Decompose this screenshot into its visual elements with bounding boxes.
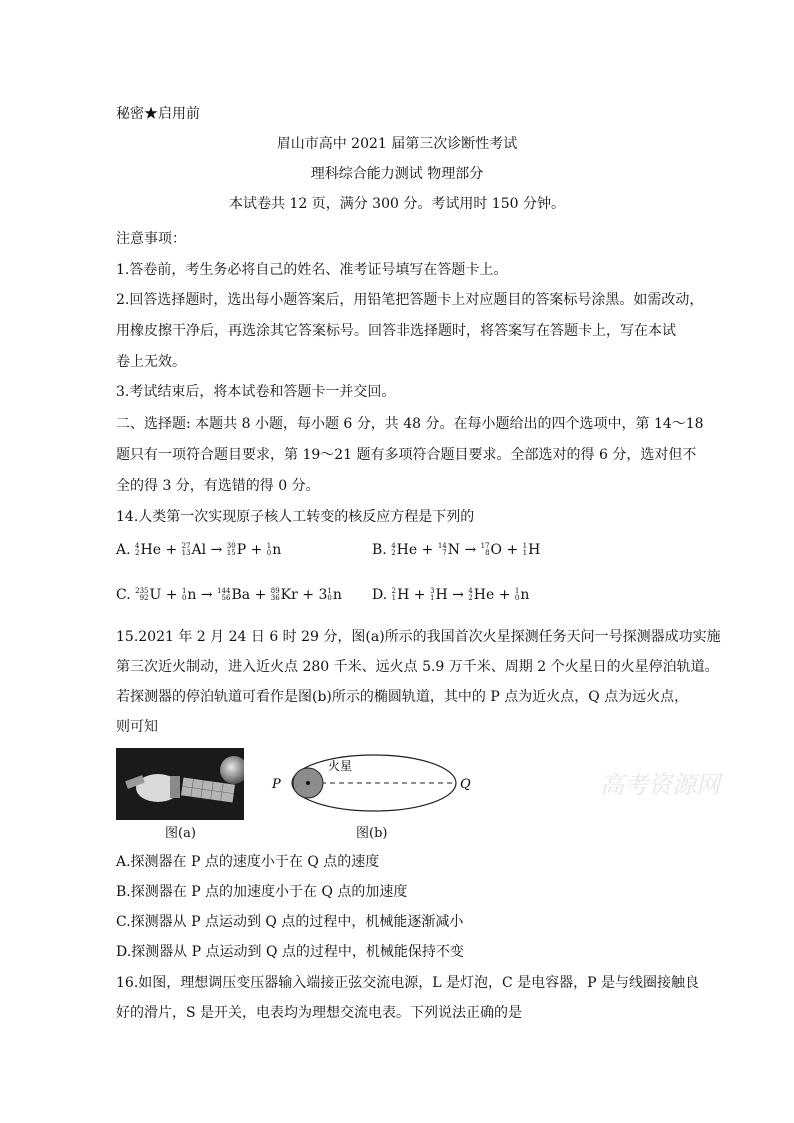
plus-sign: +	[250, 542, 263, 558]
plus-sign: +	[506, 542, 519, 558]
secret-label: 秘密★启用前	[116, 106, 200, 122]
option-label: C.	[116, 587, 136, 603]
nuclide-n: 1 0	[181, 587, 187, 602]
q16-line-1: 16.如图，理想调压变压器输入端接正弦交流电源，L 是灯泡，C 是电容器，P 是与线圈接触良	[116, 975, 700, 991]
symbol-he: He	[140, 542, 161, 558]
nuclide-n: 1 0	[327, 587, 332, 602]
q15-line-2: 第三次近火制动，进入近火点 280 千米、远火点 5.9 万千米、周期 2 个火星日的火星停泊轨道。	[116, 659, 719, 675]
plus-sign: +	[498, 587, 511, 603]
q16-line-2: 好的滑片，S 是开关，电表均为理想交流电表。下列说法正确的是	[116, 1005, 523, 1021]
nuclide-n14: 14 7	[437, 542, 447, 557]
symbol-he: He	[396, 542, 418, 558]
symbol-kr: Kr	[280, 587, 298, 603]
nuclide-kr: 89 36	[270, 587, 280, 602]
symbol-o: O	[490, 542, 503, 558]
nuclide-p: 30 15	[226, 542, 236, 557]
coefficient: 3	[318, 587, 328, 603]
q15-line-4: 则可知	[116, 719, 158, 735]
q15-line-3: 若探测器的停泊轨道可看作是图(b)所示的椭圆轨道，其中的 P 点为近火点，Q 点为远火点，	[116, 689, 689, 705]
nuclide-u: 235 92	[135, 587, 149, 602]
nuclide-o: 17 8	[480, 542, 490, 557]
symbol-al: Al	[191, 542, 207, 558]
symbol-ba: Ba	[231, 587, 251, 603]
plus-sign: +	[302, 587, 315, 603]
arrow: →	[200, 587, 213, 603]
plus-sign: +	[413, 587, 426, 603]
nuclide-n: 1 0	[266, 542, 272, 557]
q15-option-d: D.探测器从 P 点运动到 Q 点的过程中，机械能保持不变	[116, 944, 464, 960]
symbol-u: U	[149, 587, 162, 603]
watermark: 高考资源网	[600, 771, 720, 799]
nuclide-al: 27 13	[181, 542, 191, 557]
mars-center	[306, 781, 310, 785]
plus-sign: +	[254, 587, 267, 603]
note-2-line-1: 2.回答选择题时，选出每小题答案后，用铅笔把答题卡上对应题目的答案标号涂黑。如需改动，	[116, 292, 704, 308]
nuclide-h3: 3 1	[429, 587, 435, 602]
option-label: B.	[372, 542, 392, 558]
nuclide-he: 4 2	[468, 587, 473, 602]
symbol-h3: H	[435, 587, 448, 603]
section-line-1: 二、选择题: 本题共 8 小题，每小题 6 分，共 48 分。在每小题给出的四个选项中，第 14～18	[116, 416, 704, 432]
note-1: 1.答卷前，考生务必将自己的姓名、准考证号填写在答题卡上。	[116, 262, 508, 278]
arrow: →	[210, 542, 223, 558]
symbol-n: n	[520, 587, 530, 603]
plus-sign: +	[165, 542, 178, 558]
note-2-line-3: 卷上无效。	[116, 354, 186, 370]
q14-option-c	[116, 585, 342, 605]
point-p-label: P	[272, 777, 281, 792]
symbol-p: P	[236, 542, 247, 558]
arrow: →	[464, 542, 477, 558]
option-label: A.	[116, 542, 136, 558]
symbol-he: He	[473, 587, 495, 603]
section-line-2: 题只有一项符合题目要求，第 19～21 题有多项符合题目要求。全部选对的得 6 分，选对但不	[116, 447, 697, 463]
plus-sign: +	[165, 587, 178, 603]
arrow: →	[452, 587, 464, 603]
option-label: D.	[372, 587, 392, 603]
symbol-n: n	[332, 587, 342, 603]
figure-a-caption: 图(a)	[165, 826, 196, 841]
symbol-n14: N	[447, 542, 460, 558]
q14-stem: 14.人类第一次实现原子核人工转变的核反应方程是下列的	[116, 509, 475, 525]
figure-b-caption: 图(b)	[356, 826, 388, 841]
nuclide-he: 4 2	[135, 542, 140, 557]
plus-sign: +	[421, 542, 434, 558]
exam-subtitle: 理科综合能力测试 物理部分	[310, 166, 484, 182]
q15-option-a: A.探测器在 P 点的速度小于在 Q 点的速度	[116, 854, 380, 870]
mars-label: 火星	[328, 759, 353, 773]
q14-option-b	[372, 540, 540, 560]
nuclide-he: 4 2	[391, 542, 396, 557]
nuclide-n: 1 0	[514, 587, 520, 602]
q14-option-d	[372, 585, 529, 605]
symbol-n: n	[272, 542, 282, 558]
symbol-h2: H	[397, 587, 410, 603]
section-line-3: 全的得 3 分，有选错的得 0 分。	[116, 478, 320, 494]
probe-photo	[116, 748, 244, 820]
nuclide-h2: 2 1	[391, 587, 397, 602]
orbit-diagram	[262, 748, 472, 818]
note-3: 3.考试结束后，将本试卷和答题卡一并交回。	[116, 384, 396, 400]
q15-line-1: 15.2021 年 2 月 24 日 6 时 29 分，图(a)所示的我国首次火星探测任务天问一号探测器成功实施	[116, 629, 721, 645]
q14-option-a	[116, 540, 281, 560]
note-2-line-2: 用橡皮擦干净后，再选涂其它答案标号。回答非选择题时，将答案写在答题卡上，写在本试	[116, 323, 676, 339]
q15-option-b: B.探测器在 P 点的加速度小于在 Q 点的加速度	[116, 884, 408, 900]
exam-title: 眉山市高中 2021 届第三次诊断性考试	[276, 136, 518, 152]
symbol-n: n	[187, 587, 197, 603]
point-q-label: Q	[460, 777, 471, 792]
nuclide-h: 1 1	[522, 542, 528, 557]
exam-info: 本试卷共 12 页，满分 300 分。考试用时 150 分钟。	[229, 196, 565, 212]
symbol-h: H	[528, 542, 541, 558]
q15-option-c: C.探测器从 P 点运动到 Q 点的过程中，机械能逐渐减小	[116, 914, 464, 930]
nuclide-ba: 144 56	[217, 587, 231, 602]
notes-heading: 注意事项：	[116, 231, 186, 247]
